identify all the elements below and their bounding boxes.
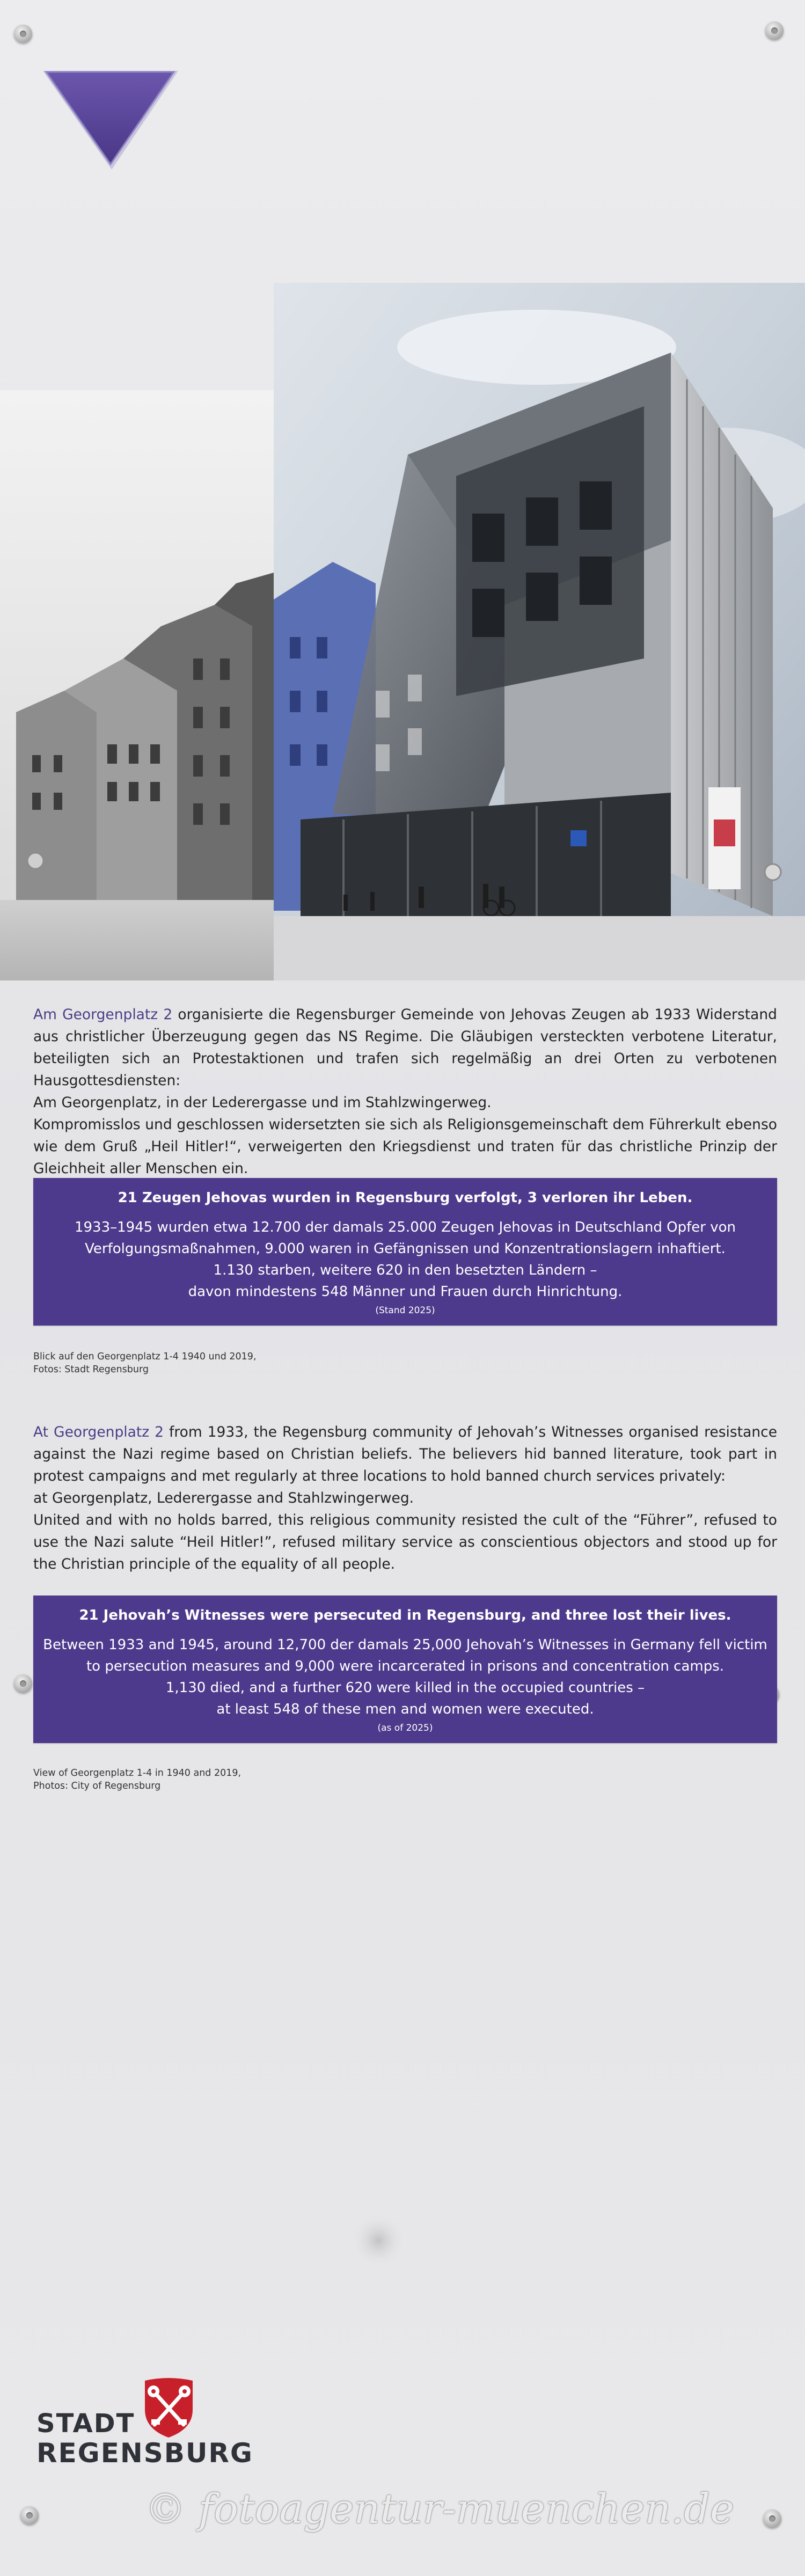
english-facts-box: [33, 1596, 777, 1743]
german-paragraph-1: [33, 1004, 777, 1092]
screw-icon: [763, 2509, 781, 2528]
english-box-line-2: to persecution measures and 9,000 were incarcerated in prisons and concentration camps.: [86, 1658, 724, 1674]
german-paragraph-2: Kompromisslos und geschlossen widersetzten sie sich als Religionsgemeinschaft dem Führerkult ebenso wie dem Gruß „Heil Hitler!“, verweigerten den Kriegsdienst und traten für das christliche Prinzip der Gleichheit aller Menschen ein.: [33, 1116, 777, 1177]
german-box-line-1: 1933–1945 wurden etwa 12.700 der damals 25.000 Zeugen Jehovas in Deutschland Opfer von: [74, 1219, 736, 1235]
english-paragraph-2: United and with no holds barred, this religious community resisted the cult of the “Führer”, refused to use the Nazi salute “Heil Hitler!”, refused military service as conscientious objectors and stood up for the Christian principle of the equality of all people.: [33, 1512, 777, 1572]
georgenplatz-photo-collage: [0, 283, 805, 980]
screw-icon: [14, 1674, 32, 1693]
photo-2019: [274, 283, 805, 980]
copyright-watermark: © fotoagentur-muenchen.de: [145, 2485, 734, 2533]
german-caption-line-2: Fotos: Stadt Regensburg: [33, 1364, 149, 1375]
german-box-line-3: 1.130 starben, weitere 620 in den besetzten Ländern –: [213, 1262, 597, 1278]
english-box-line-3: 1,130 died, and a further 620 were killed in the occupied countries –: [165, 1680, 645, 1696]
german-caption-line-1: Blick auf den Georgenplatz 1-4 1940 und 2019,: [33, 1351, 257, 1362]
english-box-note: (as of 2025): [377, 1723, 433, 1733]
english-box-line-4: at least 548 of these men and women were executed.: [216, 1701, 594, 1717]
german-paragraph-1-text: organisierte die Regensburger Gemeinde von Jehovas Zeugen ab 1933 Widerstand aus christlicher Überzeugung gegen das NS Regime. Die Gläubigen versteckten verbotene Literatur, beteiligten sich an Protestaktionen und trafen sich regelmäßig an drei Orten zu verbotenen Hausgottesdiensten:: [33, 1006, 777, 1089]
german-photo-caption: [33, 1350, 257, 1376]
english-caption-line-1: View of Georgenplatz 1-4 in 1940 and 2019,: [33, 1768, 241, 1779]
logo-line-stadt: STADT: [36, 2409, 135, 2439]
english-text: [33, 1421, 777, 1575]
english-caption-line-2: Photos: City of Regensburg: [33, 1781, 161, 1791]
german-box-line-2: Verfolgungsmaßnahmen, 9.000 waren in Gefängnissen und Konzentrationslagern inhaftiert.: [85, 1241, 726, 1257]
german-facts-box: [33, 1178, 777, 1326]
german-box-title: 21 Zeugen Jehovas wurden in Regensburg verfolgt, 3 verloren ihr Leben.: [118, 1190, 693, 1206]
screw-icon: [765, 21, 784, 40]
german-lead: Am Georgenplatz 2: [33, 1006, 173, 1023]
german-box-line-4: davon mindestens 548 Männer und Frauen durch Hinrichtung.: [188, 1284, 623, 1300]
english-locations: at Georgenplatz, Lederergasse and Stahlzwingerweg.: [33, 1490, 414, 1506]
purple-inverted-triangle-icon: [38, 64, 182, 172]
english-paragraph-1-text: from 1933, the Regensburg community of Jehovah’s Witnesses organised resistance against the Nazi regime based on Christian beliefs. The believers hid banned literature, took part in protest campaigns and met regularly at three locations to hold banned church services privately:: [33, 1424, 778, 1484]
english-photo-caption: [33, 1767, 241, 1792]
panel-smudge: [349, 2211, 408, 2270]
english-box-title: 21 Jehovah’s Witnesses were persecuted in Regensburg, and three lost their lives.: [79, 1607, 731, 1623]
english-paragraph-1: [33, 1421, 777, 1487]
crossed-keys-crest-icon: [141, 2377, 197, 2439]
german-locations: Am Georgenplatz, in der Lederergasse und im Stahlzwingerweg.: [33, 1094, 492, 1111]
german-text: [33, 1004, 777, 1180]
photo-1940: [0, 390, 274, 980]
screw-icon: [14, 25, 32, 43]
logo-line-regensburg: REGENSBURG: [36, 2438, 253, 2469]
english-box-line-1: Between 1933 and 1945, around 12,700 der damals 25,000 Jehovah’s Witnesses in Germany fell victim: [43, 1637, 767, 1653]
english-lead: At Georgenplatz 2: [33, 1424, 164, 1440]
stadt-regensburg-logo: [33, 2372, 259, 2479]
screw-icon: [20, 2506, 39, 2524]
german-box-note: (Stand 2025): [375, 1305, 435, 1316]
